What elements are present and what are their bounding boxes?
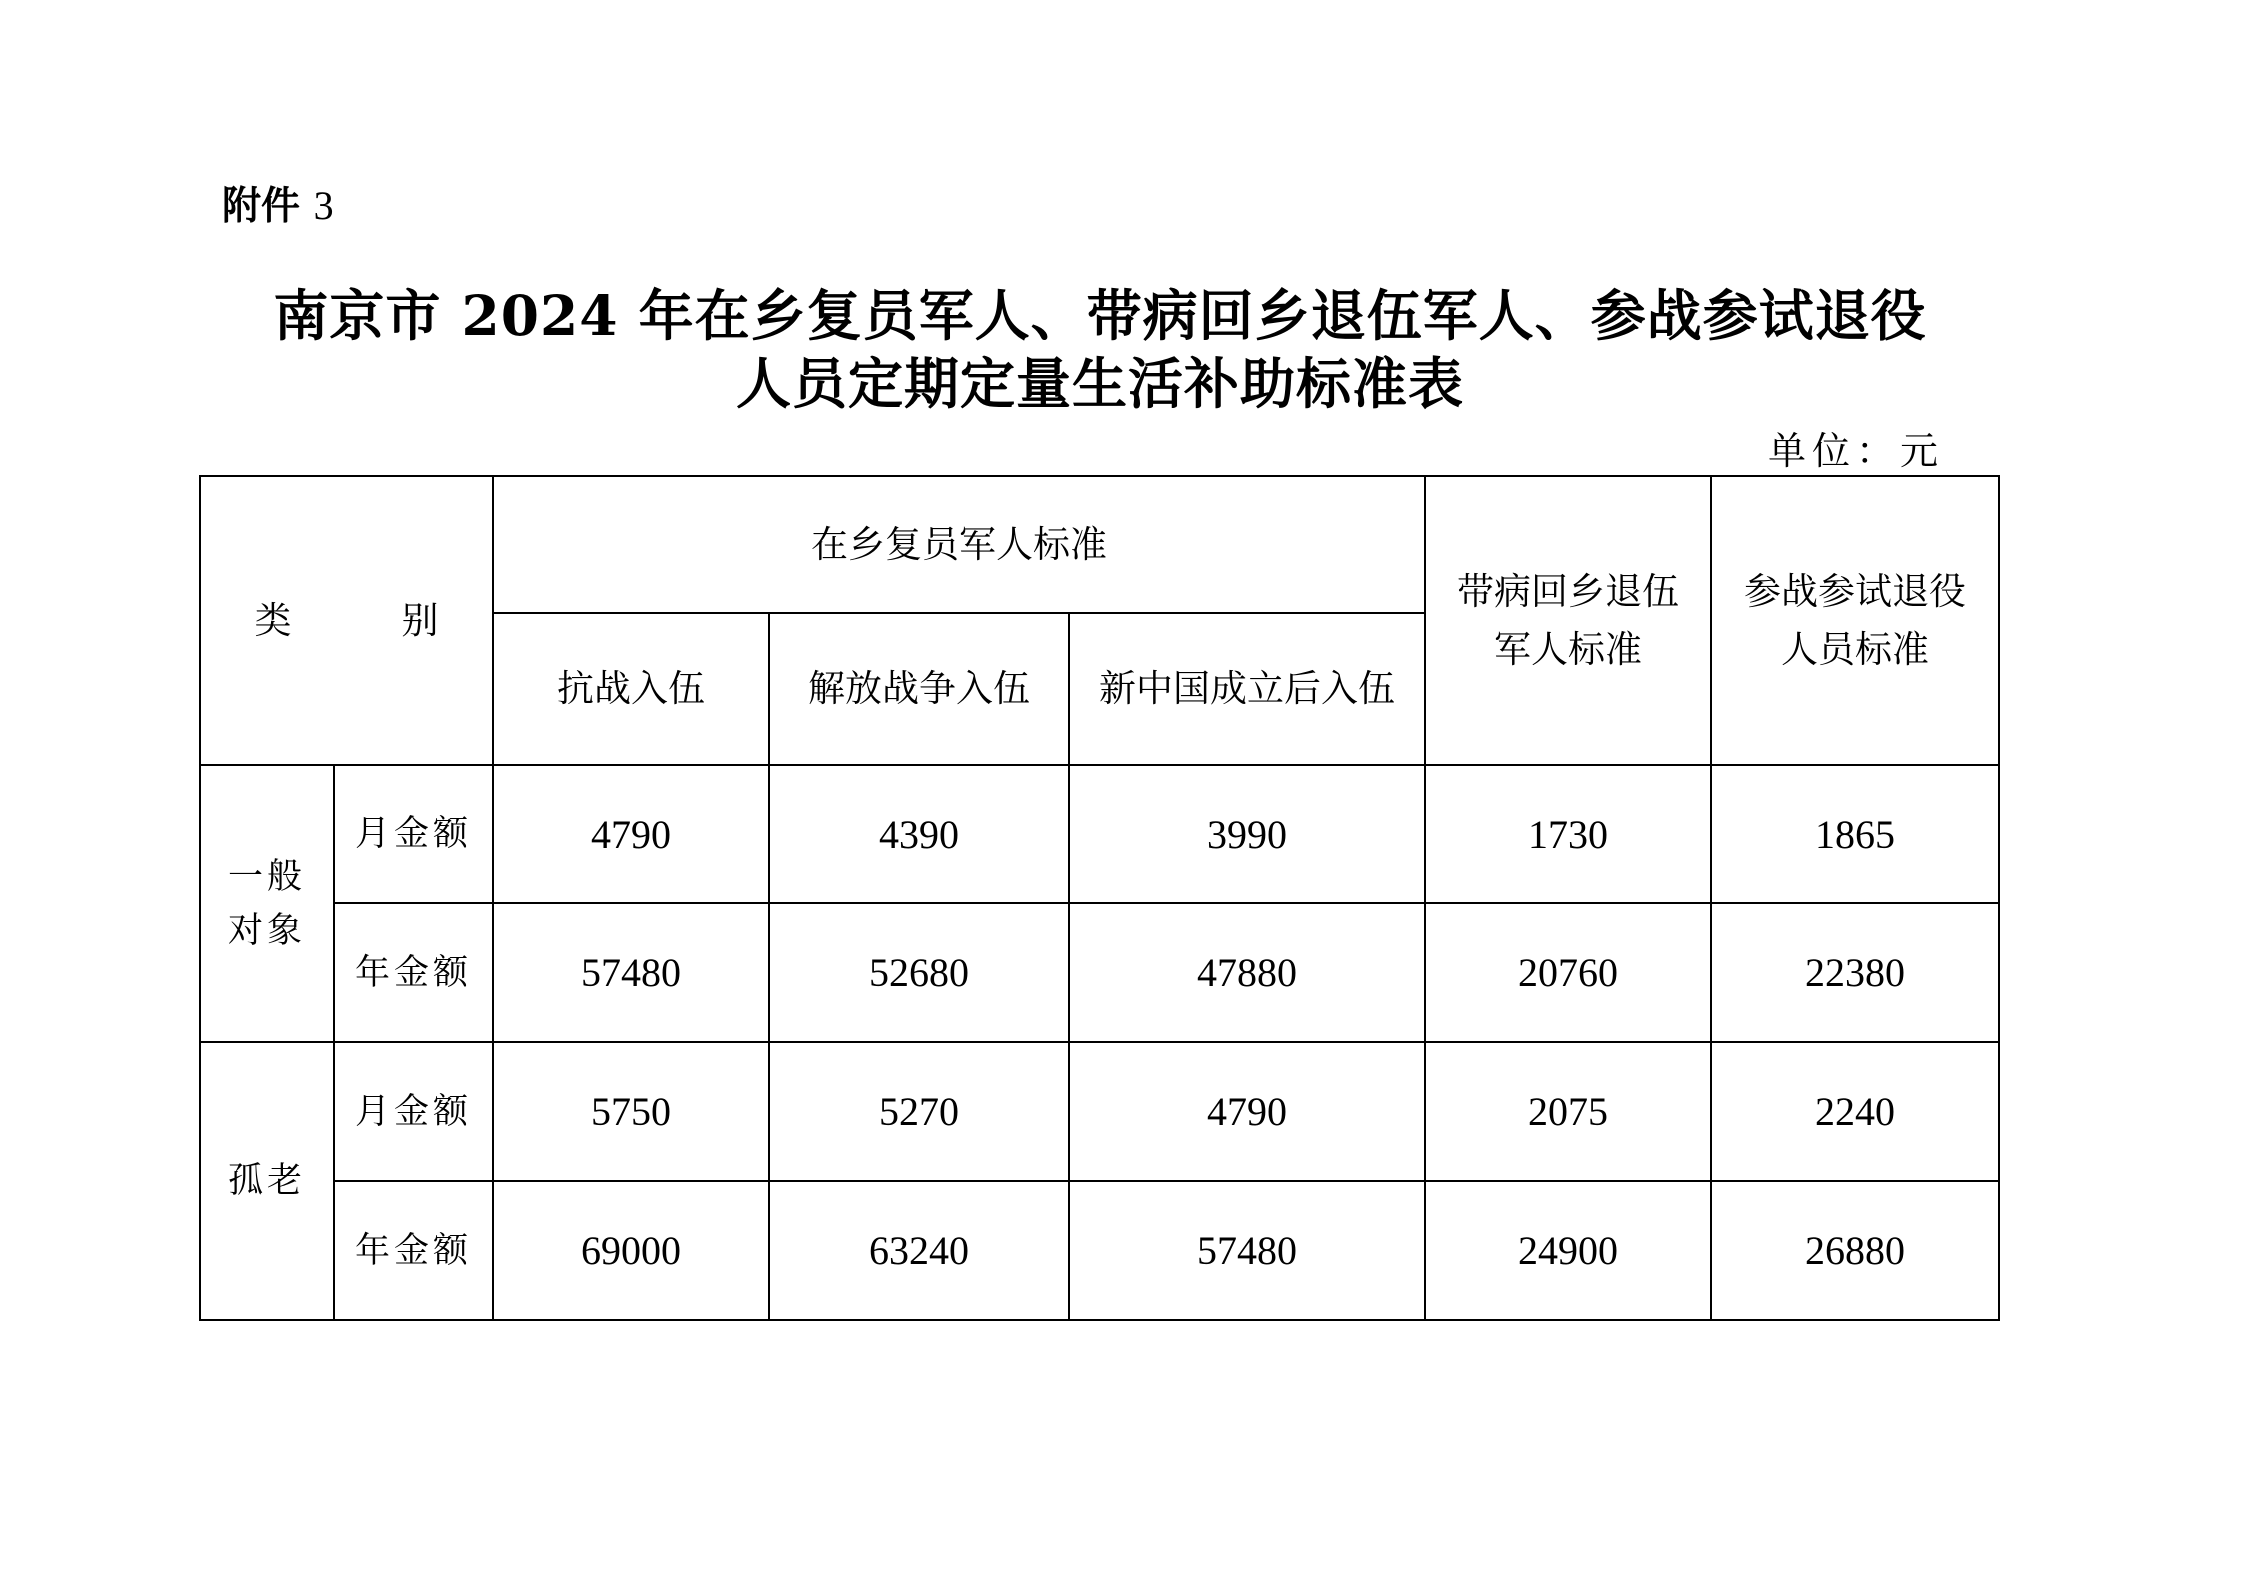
table-row xyxy=(200,1042,1999,1181)
group-name-line1: 孤老 xyxy=(227,1161,306,1201)
col5-header-line1: 参战参试退役 xyxy=(1744,569,1967,613)
value-cell: 1730 xyxy=(1425,765,1711,903)
value-cell: 3990 xyxy=(1069,765,1425,903)
value-cell: 4790 xyxy=(1069,1042,1425,1181)
col4-header-line1: 带病回乡退伍 xyxy=(1457,569,1680,613)
value-cell: 2240 xyxy=(1711,1042,1999,1181)
category-header-left: 类 xyxy=(254,598,292,642)
value-cell: 1865 xyxy=(1711,765,1999,903)
attachment-text: 附件 xyxy=(222,184,301,229)
value-cell: 22380 xyxy=(1711,903,1999,1042)
group-name-line1: 一般 xyxy=(227,856,306,897)
value-cell: 24900 xyxy=(1425,1181,1711,1320)
sub-header-cell: 抗战入伍 xyxy=(493,613,769,765)
document-title-line1: 南京市 2024 年在乡复员军人、带病回乡退伍军人、参战参试退役 xyxy=(273,283,1927,348)
row-label-cell: 年金额 xyxy=(334,903,493,1042)
attachment-label xyxy=(222,175,334,231)
value-cell: 4390 xyxy=(769,765,1069,903)
col4-header-line2: 军人标准 xyxy=(1494,627,1643,671)
table-row xyxy=(200,903,1999,1042)
group-name-line2: 对象 xyxy=(227,910,306,951)
sub-header-cell: 新中国成立后入伍 xyxy=(1069,613,1425,765)
row-label-cell: 月金额 xyxy=(334,765,493,903)
value-cell: 5270 xyxy=(769,1042,1069,1181)
value-cell: 5750 xyxy=(493,1042,769,1181)
category-header-right: 别 xyxy=(401,598,439,642)
attachment-number: 3 xyxy=(313,183,334,228)
value-cell: 47880 xyxy=(1069,903,1425,1042)
value-cell: 26880 xyxy=(1711,1181,1999,1320)
value-cell: 52680 xyxy=(769,903,1069,1042)
col5-header-line2: 人员标准 xyxy=(1781,627,1930,671)
table-row xyxy=(200,1181,1999,1320)
col5-header-cell xyxy=(1711,476,1999,765)
value-cell: 63240 xyxy=(769,1181,1069,1320)
table-row xyxy=(200,765,1999,903)
document-title-line2: 人员定期定量生活补助标准表 xyxy=(735,351,1464,416)
group-name-cell xyxy=(200,1042,334,1320)
row-label-cell: 年金额 xyxy=(334,1181,493,1320)
value-cell: 69000 xyxy=(493,1181,769,1320)
value-cell: 57480 xyxy=(493,903,769,1042)
group-header-cell xyxy=(493,476,1425,613)
group-name-cell xyxy=(200,765,334,1042)
value-cell: 4790 xyxy=(493,765,769,903)
col4-header-cell xyxy=(1425,476,1711,765)
sub-header-cell: 解放战争入伍 xyxy=(769,613,1069,765)
value-cell: 20760 xyxy=(1425,903,1711,1042)
row-label-cell: 月金额 xyxy=(334,1042,493,1181)
value-cell: 57480 xyxy=(1069,1181,1425,1320)
value-cell: 2075 xyxy=(1425,1042,1711,1181)
category-header-cell xyxy=(200,476,493,765)
subsidy-standard-table xyxy=(199,475,2000,1321)
unit-label: 单位：元 xyxy=(1768,429,1945,473)
group-header-text: 在乡复员军人标准 xyxy=(811,522,1107,566)
